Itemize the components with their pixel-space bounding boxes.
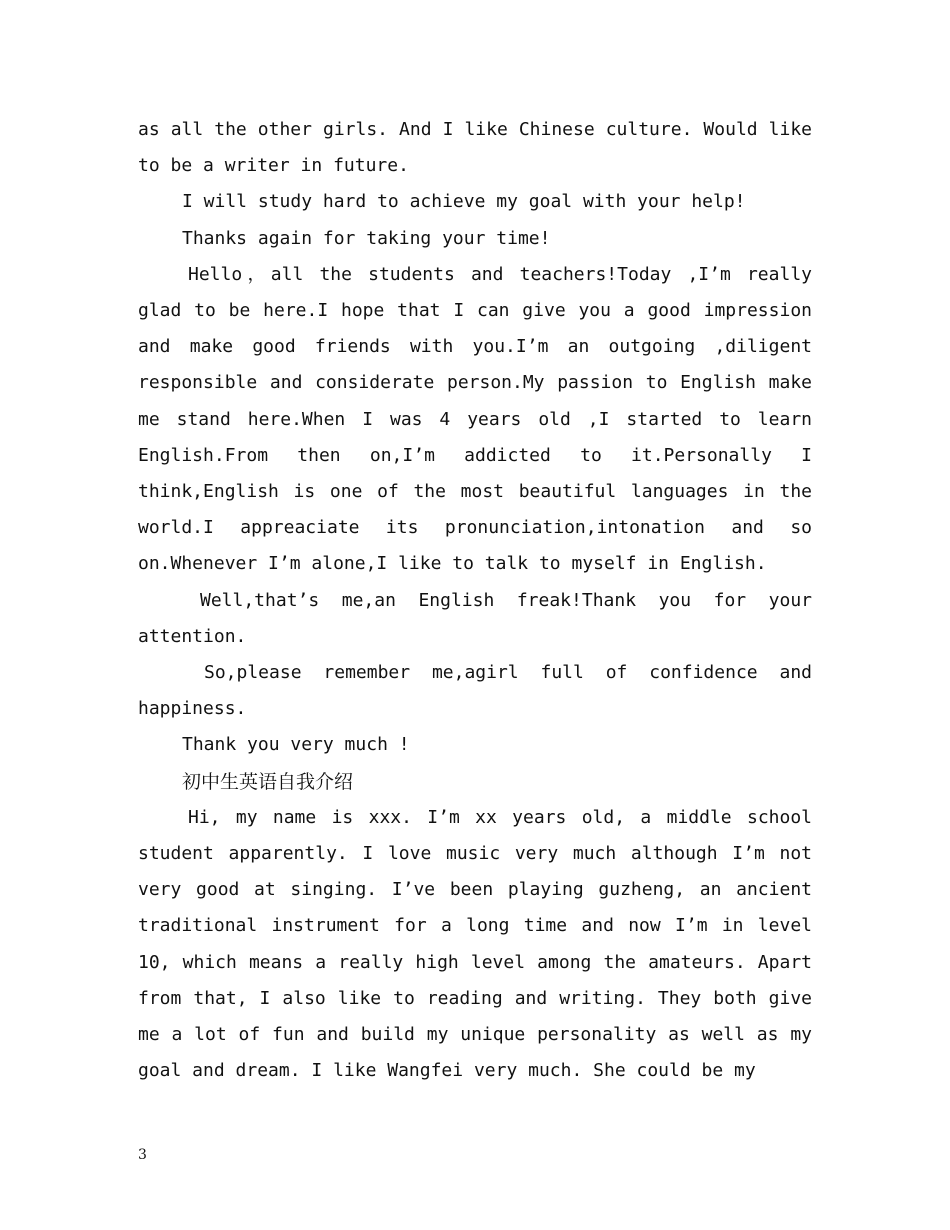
page-number: 3	[138, 1147, 147, 1163]
section-heading: 初中生英语自我介绍	[182, 770, 354, 793]
paragraph-study-hard: I will study hard to achieve my goal with your help!	[182, 191, 746, 213]
paragraph-self-introduction: Hi, my name is xxx. I’m xx years old, a middle school student apparently. I love music very much although I’m not very good at singing. I’ve been playing guzheng, an ancient traditional instrument for a long time and now I’m in level 10, which means a really high level among the amateurs. Apart from that, I also like to reading and writing. They both give me a lot of fun and build my unique personality as well as my goal and dream. I like Wangfei very much. She could be my	[138, 806, 812, 1082]
paragraph-thanks: Thanks again for taking your time!	[182, 227, 551, 249]
paragraph-english-freak: Well,that’s me,an English freak!Thank you for your attention.	[138, 589, 812, 647]
paragraph-continuation: as all the other girls. And I like Chinese culture. Would like to be a writer in future.	[138, 119, 812, 177]
document-body	[138, 112, 812, 1089]
paragraph-hello-speech: Hello，all the students and teachers!Today ,I’m really glad to be here.I hope that I can give you a good impression and make good friends with you.I’m an outgoing ,diligent responsible and considerate person.My passion to English make me stand here.When I was 4 years old ,I started to learn English.From then on,I’m addicted to it.Personally I think,English is one of the most beautiful languages in the world.I appreaciate its pronunciation,intonation and so on.Whenever I’m alone,I like to talk to myself in English.	[138, 263, 812, 575]
paragraph-thank-you: Thank you very much !	[182, 734, 410, 756]
paragraph-remember-me: So,please remember me,agirl full of confidence and happiness.	[138, 662, 812, 720]
